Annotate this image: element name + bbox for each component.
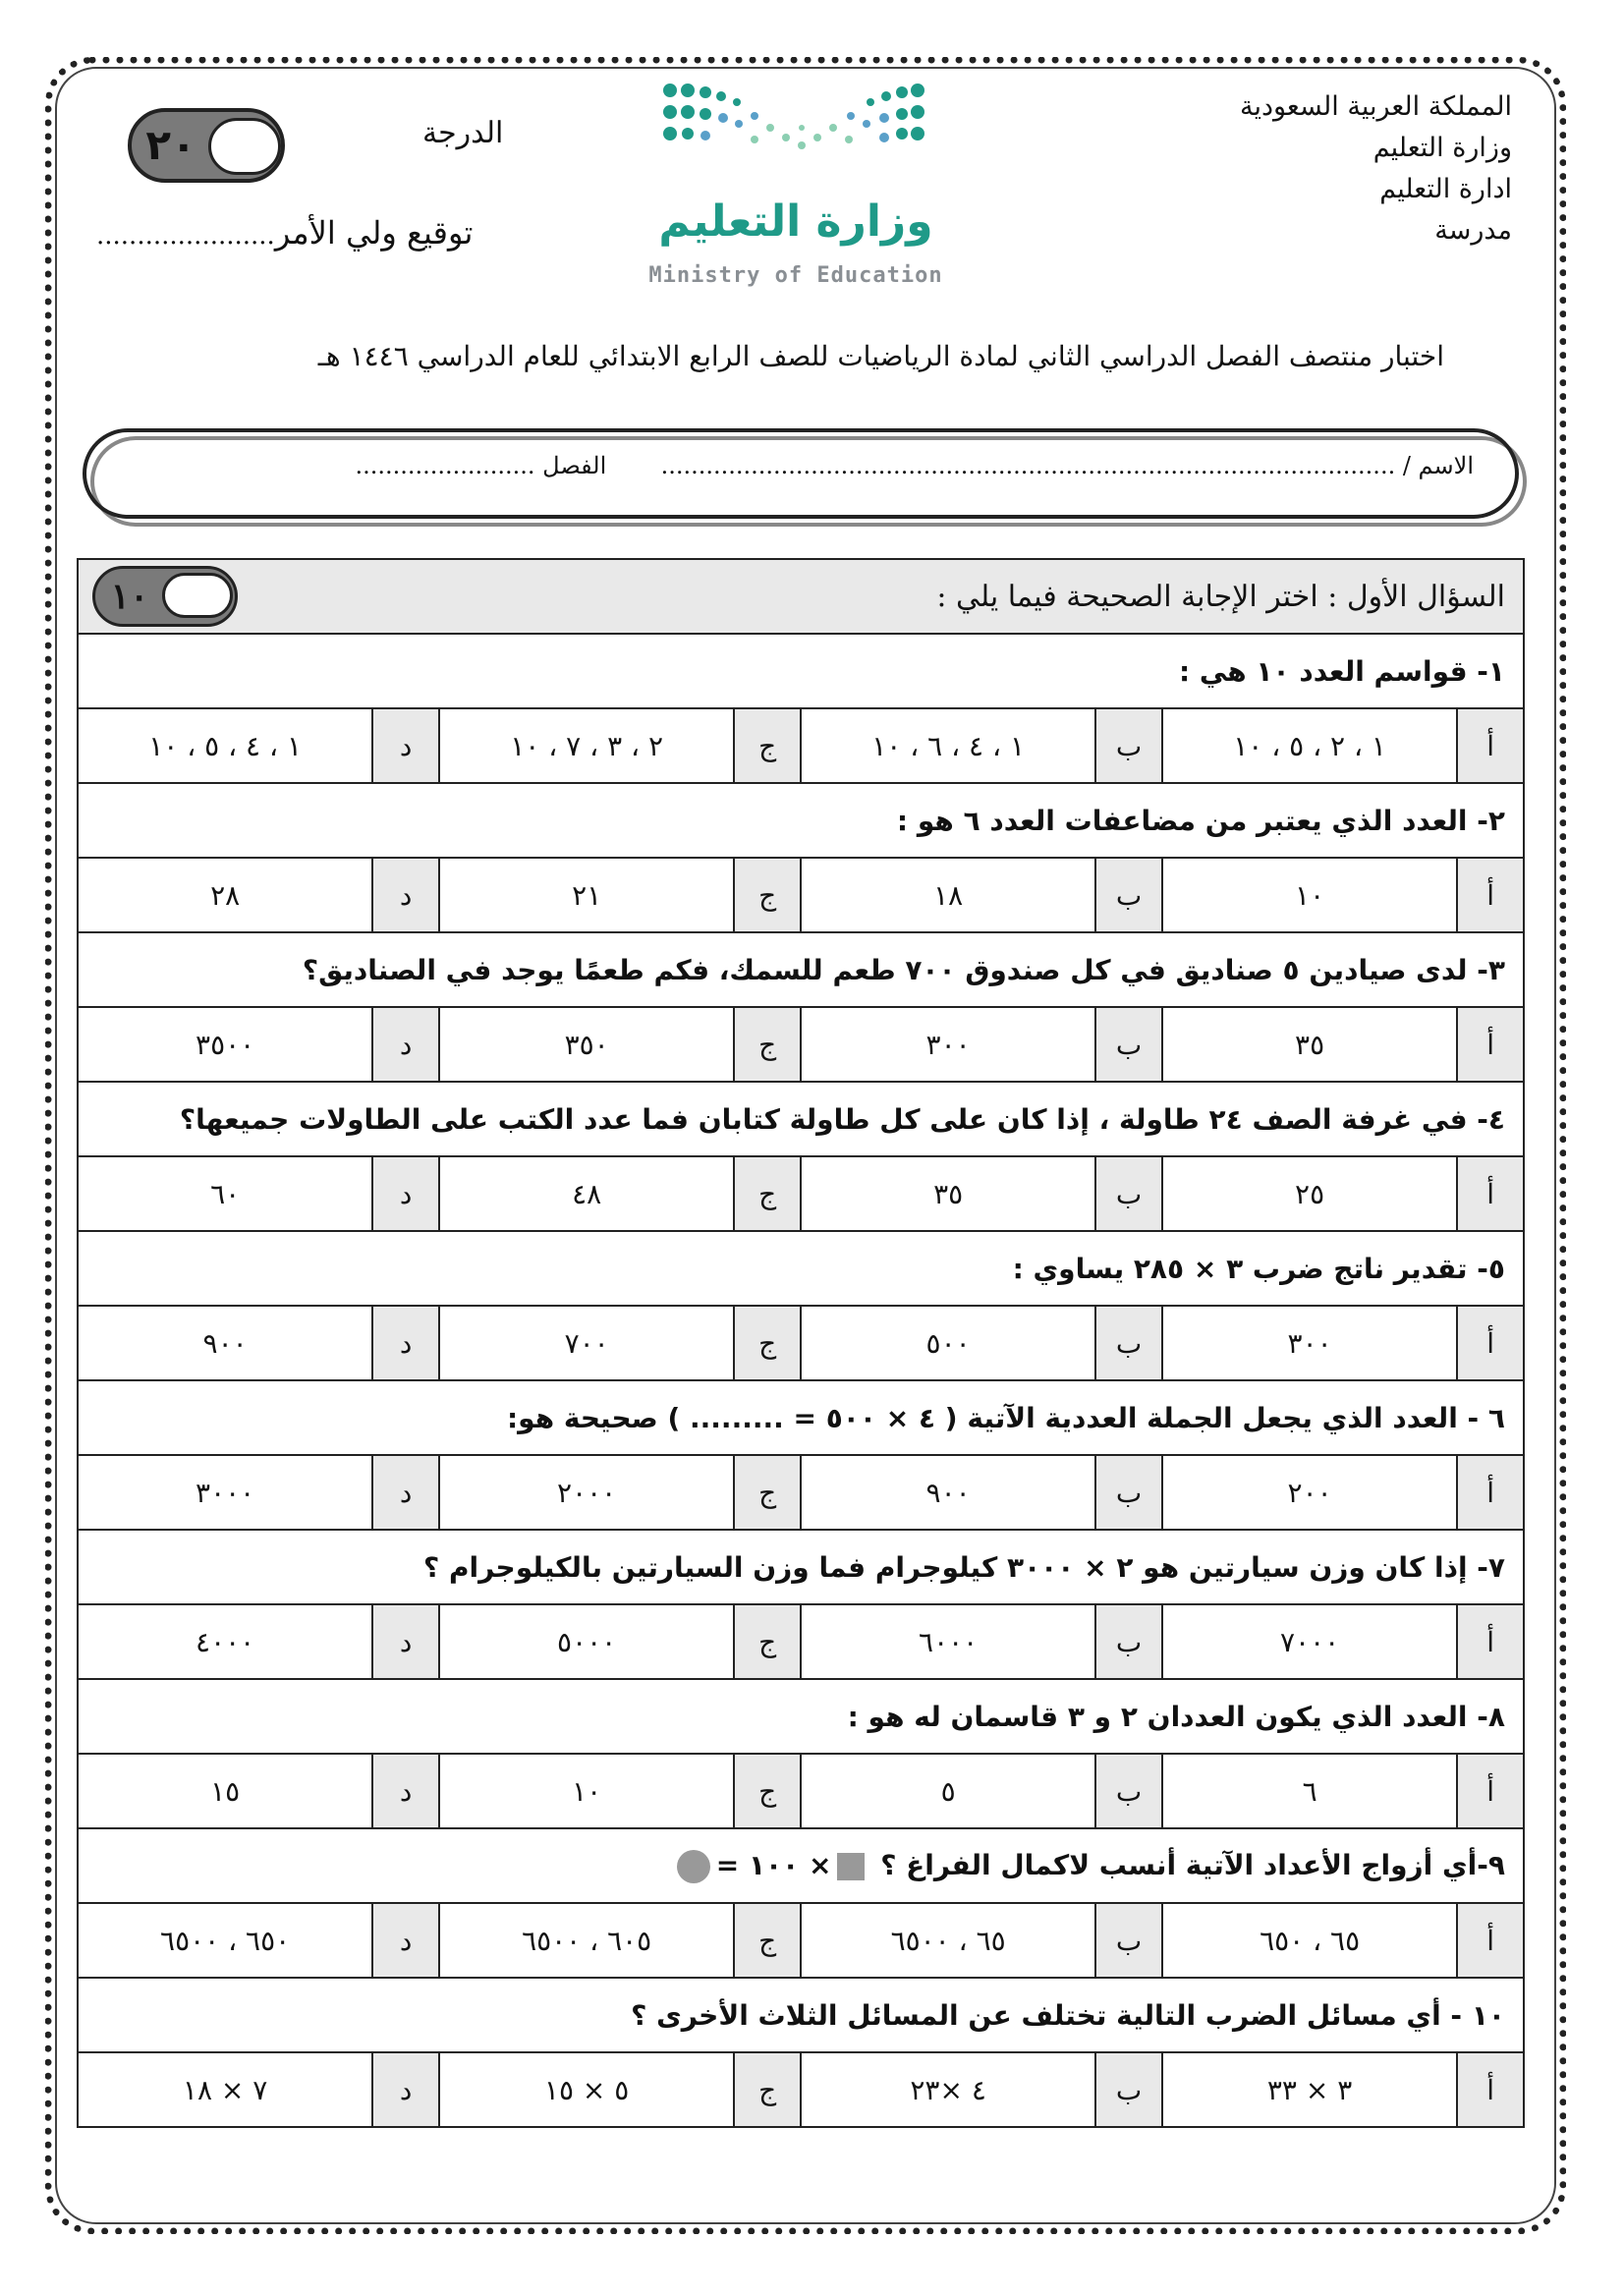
answer-option[interactable]: ٥ × ١٥ bbox=[439, 2052, 734, 2127]
logo-dots-icon bbox=[660, 81, 931, 157]
total-score-pill bbox=[128, 108, 285, 183]
exam-title: اختبار منتصف الفصل الدراسي الثاني لمادة الرياضيات للصف الرابع الابتدائي للعام الدراسي ١٤٤٦ هـ bbox=[317, 340, 1444, 372]
answer-option[interactable]: ٦ bbox=[1162, 1754, 1457, 1828]
answer-option[interactable]: ٦٥٠ ، ٦٥٠٠ bbox=[78, 1903, 372, 1978]
section-score-blank bbox=[162, 573, 233, 618]
blank-circle-icon bbox=[677, 1850, 710, 1883]
option-letter: د bbox=[372, 2052, 439, 2127]
option-letter: ج bbox=[734, 2052, 801, 2127]
answer-option[interactable]: ٣٥٠٠ bbox=[78, 1007, 372, 1082]
question-row bbox=[78, 1679, 1524, 1754]
answer-option[interactable]: ١٠ bbox=[439, 1754, 734, 1828]
question-text: ١٠ - أي مسائل الضرب التالية تختلف عن المسائل الثلاث الأخرى ؟ bbox=[631, 1998, 1505, 2032]
answer-row bbox=[78, 708, 1524, 783]
answer-option[interactable]: ٩٠٠ bbox=[801, 1455, 1095, 1530]
question-text: ٨- العدد الذي يكون العددان ٢ و ٣ قاسمان له هو : bbox=[847, 1700, 1505, 1733]
answer-option[interactable]: ١ ، ٢ ، ٥ ، ١٠ bbox=[1162, 708, 1457, 783]
option-letter: أ bbox=[1457, 708, 1524, 783]
answer-option[interactable]: ٢١ bbox=[439, 858, 734, 932]
answer-row bbox=[78, 1754, 1524, 1828]
question-row bbox=[78, 1380, 1524, 1455]
logo-english-text: Ministry of Education bbox=[648, 263, 943, 288]
school-line: مدرسة bbox=[1434, 215, 1512, 246]
option-letter: د bbox=[372, 1007, 439, 1082]
option-letter: أ bbox=[1457, 1754, 1524, 1828]
option-letter: د bbox=[372, 1903, 439, 1978]
guardian-signature bbox=[96, 214, 473, 252]
answer-option[interactable]: ٣٥٠ bbox=[439, 1007, 734, 1082]
question-text-cell bbox=[78, 783, 1524, 858]
answer-row bbox=[78, 1156, 1524, 1231]
question-text-cell bbox=[78, 1082, 1524, 1156]
question-text-cell bbox=[78, 932, 1524, 1007]
option-letter: ج bbox=[734, 1306, 801, 1380]
option-letter: ج bbox=[734, 1604, 801, 1679]
option-letter: ب bbox=[1095, 1306, 1162, 1380]
question-text-cell bbox=[78, 1380, 1524, 1455]
class-field[interactable]: ........................ bbox=[355, 452, 535, 479]
option-letter: د bbox=[372, 1156, 439, 1231]
question-text-cell bbox=[78, 1679, 1524, 1754]
question-row bbox=[78, 1828, 1524, 1903]
option-letter: ب bbox=[1095, 2052, 1162, 2127]
option-letter: أ bbox=[1457, 2052, 1524, 2127]
country-line: المملكة العربية السعودية bbox=[1239, 91, 1512, 122]
option-letter: ب bbox=[1095, 1156, 1162, 1231]
answer-option[interactable]: ٦٠٥ ، ٦٥٠٠ bbox=[439, 1903, 734, 1978]
option-letter: ج bbox=[734, 858, 801, 932]
question-text-cell bbox=[78, 1231, 1524, 1306]
section-title: السؤال الأول : اختر الإجابة الصحيحة فيما يلي : bbox=[936, 579, 1505, 614]
school-header bbox=[1240, 86, 1512, 252]
answer-option[interactable]: ٦٥ ، ٦٥٠٠ bbox=[801, 1903, 1095, 1978]
question-text-cell bbox=[78, 1828, 1524, 1903]
option-letter: أ bbox=[1457, 1455, 1524, 1530]
answer-row bbox=[78, 858, 1524, 932]
section-header-row bbox=[78, 559, 1524, 634]
answer-option[interactable]: ٢٨ bbox=[78, 858, 372, 932]
answer-option[interactable]: ٦٠٠٠ bbox=[801, 1604, 1095, 1679]
student-info-row bbox=[355, 452, 1474, 479]
option-letter: ب bbox=[1095, 1754, 1162, 1828]
option-letter: ج bbox=[734, 1007, 801, 1082]
question-text: ٧- إذا كان وزن سيارتين هو ٢ × ٣٠٠٠ كيلوجرام فما وزن السيارتين بالكيلوجرام ؟ bbox=[423, 1550, 1505, 1584]
option-letter: د bbox=[372, 1604, 439, 1679]
answer-option[interactable]: ٥٠٠ bbox=[801, 1306, 1095, 1380]
answer-row bbox=[78, 1455, 1524, 1530]
answer-option[interactable]: ٦٥ ، ٦٥٠ bbox=[1162, 1903, 1457, 1978]
grade-label: الدرجة bbox=[422, 116, 504, 150]
name-label: الاسم / bbox=[1402, 452, 1474, 479]
option-letter: أ bbox=[1457, 1306, 1524, 1380]
option-letter: ج bbox=[734, 1754, 801, 1828]
option-letter: أ bbox=[1457, 858, 1524, 932]
question-text: ٣- لدى صيادين ٥ صناديق في كل صندوق ٧٠٠ طعم للسمك، فكم طعمًا يوجد في الصناديق؟ bbox=[302, 953, 1505, 986]
section-score-value: ١٠ bbox=[110, 576, 149, 617]
option-letter: أ bbox=[1457, 1903, 1524, 1978]
answer-option[interactable]: ٤٨ bbox=[439, 1156, 734, 1231]
answer-option[interactable]: ١٨ bbox=[801, 858, 1095, 932]
answer-row bbox=[78, 1604, 1524, 1679]
answer-option[interactable]: ٢ ، ٣ ، ٧ ، ١٠ bbox=[439, 708, 734, 783]
option-letter: ب bbox=[1095, 1903, 1162, 1978]
question-text: ٢- العدد الذي يعتبر من مضاعفات العدد ٦ هو : bbox=[896, 804, 1505, 837]
question-row bbox=[78, 1082, 1524, 1156]
answer-option[interactable]: ٧ × ١٨ bbox=[78, 2052, 372, 2127]
answer-row bbox=[78, 1306, 1524, 1380]
answer-option[interactable]: ٢٠٠٠ bbox=[439, 1455, 734, 1530]
answer-option[interactable]: ٢٥ bbox=[1162, 1156, 1457, 1231]
question-row bbox=[78, 1231, 1524, 1306]
question-row bbox=[78, 634, 1524, 708]
option-letter: ج bbox=[734, 1903, 801, 1978]
question-text-cell bbox=[78, 1978, 1524, 2052]
answer-option[interactable]: ٤٠٠٠ bbox=[78, 1604, 372, 1679]
answer-option[interactable]: ١ ، ٤ ، ٥ ، ١٠ bbox=[78, 708, 372, 783]
question-text: ١- قواسم العدد ١٠ هي : bbox=[1178, 654, 1505, 688]
guardian-signature-line[interactable]: ...................... bbox=[96, 221, 275, 251]
question-text: ٩-أي أزواج الأعداد الآتية أنسب لاكمال الفراغ ؟ bbox=[880, 1848, 1505, 1881]
answer-option[interactable]: ٣٥ bbox=[1162, 1007, 1457, 1082]
option-letter: ب bbox=[1095, 708, 1162, 783]
option-letter: ج bbox=[734, 708, 801, 783]
answer-option[interactable]: ٣٠٠٠ bbox=[78, 1455, 372, 1530]
option-letter: د bbox=[372, 708, 439, 783]
question-equation: × ١٠٠ = bbox=[715, 1848, 832, 1881]
answer-option[interactable]: ٣٠٠ bbox=[801, 1007, 1095, 1082]
answer-option[interactable]: ٥٠٠٠ bbox=[439, 1604, 734, 1679]
ministry-logo bbox=[648, 81, 943, 307]
answer-option[interactable]: ٢٠٠ bbox=[1162, 1455, 1457, 1530]
question-text: ٥- تقدير ناتج ضرب ٣ × ٢٨٥ يساوي : bbox=[1012, 1252, 1505, 1285]
option-letter: ج bbox=[734, 1455, 801, 1530]
option-letter: ب bbox=[1095, 1455, 1162, 1530]
question-row bbox=[78, 1978, 1524, 2052]
question-text-cell bbox=[78, 634, 1524, 708]
option-letter: ج bbox=[734, 1156, 801, 1231]
option-letter: ب bbox=[1095, 1604, 1162, 1679]
answer-option[interactable]: ٩٠٠ bbox=[78, 1306, 372, 1380]
question-row bbox=[78, 783, 1524, 858]
blank-square-icon bbox=[837, 1853, 865, 1880]
question-row bbox=[78, 1530, 1524, 1604]
option-letter: د bbox=[372, 858, 439, 932]
question-text: ٦ - العدد الذي يجعل الجملة العددية الآتية ( ٤ × ٥٠٠ = ......... ) صحيحة هو: bbox=[506, 1401, 1505, 1434]
answer-option[interactable]: ٧٠٠ bbox=[439, 1306, 734, 1380]
question-table bbox=[77, 558, 1525, 2128]
question-text-cell bbox=[78, 1530, 1524, 1604]
option-letter: ب bbox=[1095, 858, 1162, 932]
option-letter: د bbox=[372, 1455, 439, 1530]
class-label: الفصل bbox=[542, 452, 607, 479]
answer-option[interactable]: ٤ ×٢٣ bbox=[801, 2052, 1095, 2127]
guardian-signature-label: توقيع ولي الأمر bbox=[274, 214, 474, 252]
answer-option[interactable]: ٣٥ bbox=[801, 1156, 1095, 1231]
option-letter: أ bbox=[1457, 1604, 1524, 1679]
option-letter: أ bbox=[1457, 1007, 1524, 1082]
answer-option[interactable]: ١٠ bbox=[1162, 858, 1457, 932]
answer-row bbox=[78, 2052, 1524, 2127]
answer-option[interactable]: ٥ bbox=[801, 1754, 1095, 1828]
answer-option[interactable]: ١٥ bbox=[78, 1754, 372, 1828]
section-score-pill bbox=[92, 566, 238, 627]
answer-option[interactable]: ٣ × ٣٣ bbox=[1162, 2052, 1457, 2127]
question-row bbox=[78, 932, 1524, 1007]
administration-line: ادارة التعليم bbox=[1379, 174, 1512, 204]
answer-option[interactable]: ٣٠٠ bbox=[1162, 1306, 1457, 1380]
ministry-line: وزارة التعليم bbox=[1372, 133, 1512, 163]
section-header-cell bbox=[78, 559, 1524, 634]
answer-row bbox=[78, 1903, 1524, 1978]
student-info-box bbox=[83, 428, 1519, 519]
name-field[interactable]: .................................................................................................. bbox=[660, 452, 1396, 479]
option-letter: د bbox=[372, 1754, 439, 1828]
question-text: ٤- في غرفة الصف ٢٤ طاولة ، إذا كان على كل طاولة كتابان فما عدد الكتب على الطاولات جميعها؟ bbox=[179, 1102, 1505, 1136]
answer-option[interactable]: ١ ، ٤ ، ٦ ، ١٠ bbox=[801, 708, 1095, 783]
total-score-value: ٢٠ bbox=[145, 121, 196, 169]
option-letter: د bbox=[372, 1306, 439, 1380]
answer-option[interactable]: ٦٠ bbox=[78, 1156, 372, 1231]
answer-option[interactable]: ٧٠٠٠ bbox=[1162, 1604, 1457, 1679]
logo-arabic-text: وزارة التعليم bbox=[658, 196, 933, 247]
option-letter: أ bbox=[1457, 1156, 1524, 1231]
option-letter: ب bbox=[1095, 1007, 1162, 1082]
answer-row bbox=[78, 1007, 1524, 1082]
total-score-blank bbox=[208, 118, 281, 175]
